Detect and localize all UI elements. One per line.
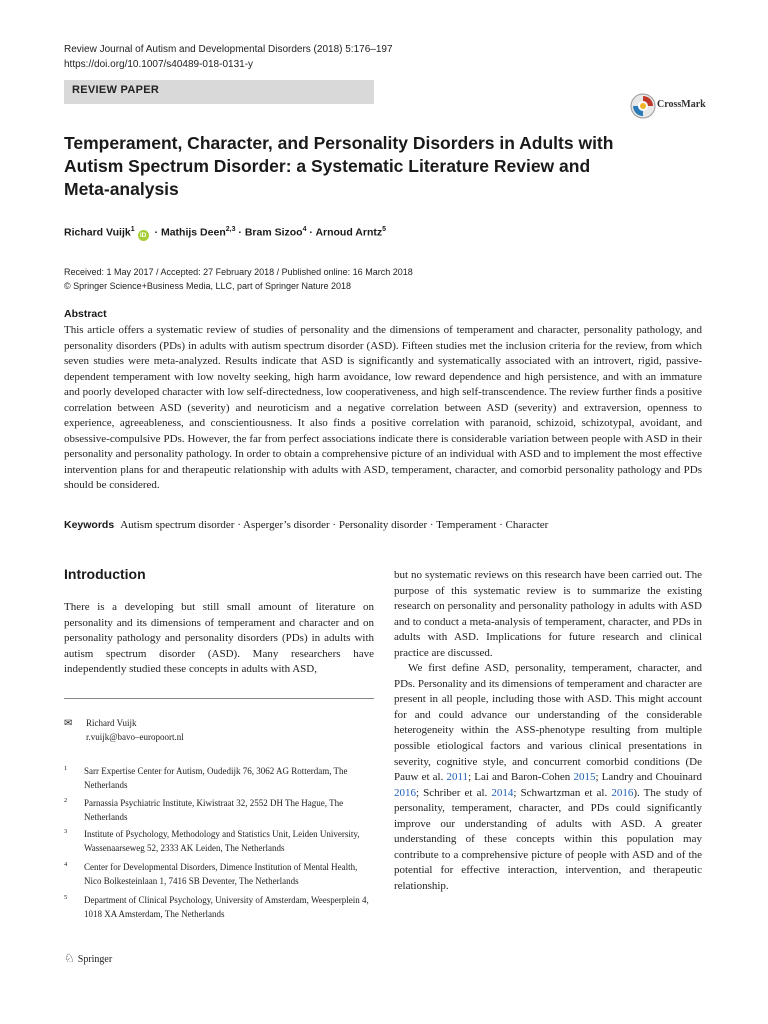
article-title: Temperament, Character, and Personality Disorders in Adults with Autism Spectrum Disorder: a Systematic Literature Review and Meta-analysis [64, 133, 614, 199]
journal-header [64, 42, 393, 72]
citation-link[interactable]: 2016 [611, 786, 634, 799]
paragraph-text: ; Schriber et al. [416, 786, 492, 799]
author-affiliation-sup: 2,3 [225, 226, 236, 233]
paragraph-text: We first define ASD, personality, temperament, character, and PDs. Personality and its dimensions of temperament and character are present in all people, including those with ASD. This might account for and could advance our understanding of the considerable heterogeneity within the ASS-phenotype resulting from multiple possible etiological factors and various clinical presentations in severity, cognitive style, and concurrent comorbid conditions (De Pauw et al. [394, 662, 702, 784]
author-separator: · [235, 226, 245, 239]
affiliation-text: Parnassia Psychiatric Institute, Kiwistraat 32, 2552 DH The Hague, The Netherlands [84, 798, 344, 822]
paragraph-text: ). The study of personality, temperament, character, and PDs could significantly improve our understanding of adults with ASD. A greater understanding of these concepts within this population may contribute to a comprehensive picture of people with ASD and of the potential for effective interaction, intervention, and therapeutic relationship. [394, 786, 702, 892]
paragraph-text: ; Schwartzman et al. [513, 786, 612, 799]
crossmark-icon [630, 93, 656, 119]
author-separator: · [151, 226, 161, 239]
affiliation-number: 5 [64, 894, 68, 901]
citation-link[interactable]: 2011 [446, 771, 469, 784]
crossmark-badge[interactable] [630, 93, 740, 119]
affiliation-number: 4 [64, 861, 68, 868]
intro-paragraph-right-1: but no systematic reviews on this research have been carried out. The purpose of this systematic review is to summarize the existing research on personality and personality pathology in adults with ASD and to conduct a meta-analysis of temperament, character, and PDs in adults with ASD. Implications for future research and clinical practice are discussed. [394, 569, 702, 659]
keywords-text: Autism spectrum disorder · Asperger’s disorder · Personality disorder · Temperament · Character [120, 519, 549, 531]
author-separator: · [306, 226, 316, 239]
affiliation-text: Sarr Expertise Center for Autism, Oudedijk 76, 3062 AG Rotterdam, The Netherlands [84, 766, 348, 790]
correspondence-name: Richard Vuijk [86, 718, 137, 728]
author-name[interactable]: Bram Sizoo [244, 226, 303, 239]
citation-link[interactable]: 2016 [394, 786, 416, 799]
affiliation-text: Department of Clinical Psychology, University of Amsterdam, Weesperplein 4, 1018 XA Amsterdam, The Netherlands [84, 895, 369, 919]
author-affiliation-sup: 4 [302, 226, 307, 233]
journal-citation: Review Journal of Autism and Developmental Disorders (2018) 5:176–197 [64, 44, 393, 55]
author-name[interactable]: Mathijs Deen [160, 226, 226, 239]
abstract-text: This article offers a systematic review of studies of personality and the dimensions of temperament and character, personality pathology, and personality disorders (PDs) in adults with autism spectrum disorder (ASD). Fifteen studies met the inclusion criteria for the review, from which seven studies were meta-analyzed. Results indicate that ASD is significantly and systematically associated with an introvert, rigid, passive-dependent temperament with low novelty seeking, high harm avoidance, low reward dependence and high persistence, and with an immature and poorly developed character with low self-directedness, low cooperativeness, and high self-transcendence. The review further finds a positive correlation between ASD (severity) and neuroticism and a negative correlation between ASD (severity) and extraversion, openness to experience, agreeableness, and conscientiousness. It also finds a positive correlation with paranoid, schizoid, schizotypal, avoidant, and obsessive-compulsive PDs. However, the far from perfect associations indicate there is considerable variation between people with ASD in their personality and personality pathology. In order to obtain a comprehensive picture of an individual with ASD and to implement the most effective intervention plans for and therapeutic relationship with adults with ASD, temperament, character, and comorbid personality pathology and PDs should be considered. [64, 324, 702, 492]
publisher-name: Springer [77, 954, 113, 965]
citation-link[interactable]: 2014 [491, 786, 514, 799]
author-affiliation-sup: 5 [382, 226, 387, 233]
affiliation-number: 1 [64, 765, 68, 772]
keywords [64, 519, 714, 531]
citation-link[interactable]: 2015 [573, 771, 596, 784]
section-heading-introduction: Introduction [64, 566, 146, 582]
copyright-line: © Springer Science+Business Media, LLC, part of Springer Nature 2018 [64, 281, 352, 291]
intro-paragraph-right-2 [394, 661, 702, 894]
paragraph-text: ; Lai and Baron-Cohen [468, 771, 574, 784]
author-list [64, 226, 386, 241]
crossmark-label: CrossMark [657, 99, 706, 110]
affiliation-text: Center for Developmental Disorders, Dimence Institution of Mental Health, Nico Bolkesteinlaan 1, 7416 SB Deventer, The Netherlands [84, 862, 358, 886]
article-type-banner [64, 80, 374, 104]
doi-link[interactable]: https://doi.org/10.1007/s40489-018-0131-y [64, 59, 254, 70]
keywords-heading: Keywords [64, 519, 115, 531]
history-dates: Received: 1 May 2017 / Accepted: 27 February 2018 / Published online: 16 March 2018 [64, 267, 413, 277]
author-name[interactable]: Arnoud Arntz [315, 226, 383, 239]
abstract-heading: Abstract [64, 308, 107, 320]
paragraph-text: ; Landry and Chouinard [595, 771, 702, 784]
author-name[interactable]: Richard Vuijk [64, 226, 131, 239]
intro-paragraph-left: There is a developing but still small amount of literature on personality and its dimensions of temperament and character and on personality pathology and personality disorders (PDs) in adults with autism spectrum disorder (ASD). Many researchers have independently studied these concepts in adults with ASD, [64, 601, 374, 676]
author-affiliation-sup: 1 [130, 226, 135, 233]
correspondence-email[interactable]: r.vuijk@bavo–europoort.nl [86, 731, 184, 742]
affiliation-text: Institute of Psychology, Methodology and Statistics Unit, Leiden University, Wassenaarseweg 52, 2333 AK Leiden, The Netherlands [84, 829, 360, 853]
springer-logo-icon: ♘ [64, 951, 75, 965]
envelope-icon: ✉ [64, 718, 73, 729]
orcid-icon[interactable]: iD [138, 230, 149, 241]
article-type-label: REVIEW PAPER [72, 84, 160, 96]
affiliation-number: 2 [64, 797, 68, 804]
affiliation-number: 3 [64, 828, 68, 835]
publisher-footer [64, 951, 112, 966]
footnote-divider [64, 698, 374, 699]
right-column [394, 568, 702, 894]
publication-dates [64, 265, 413, 293]
